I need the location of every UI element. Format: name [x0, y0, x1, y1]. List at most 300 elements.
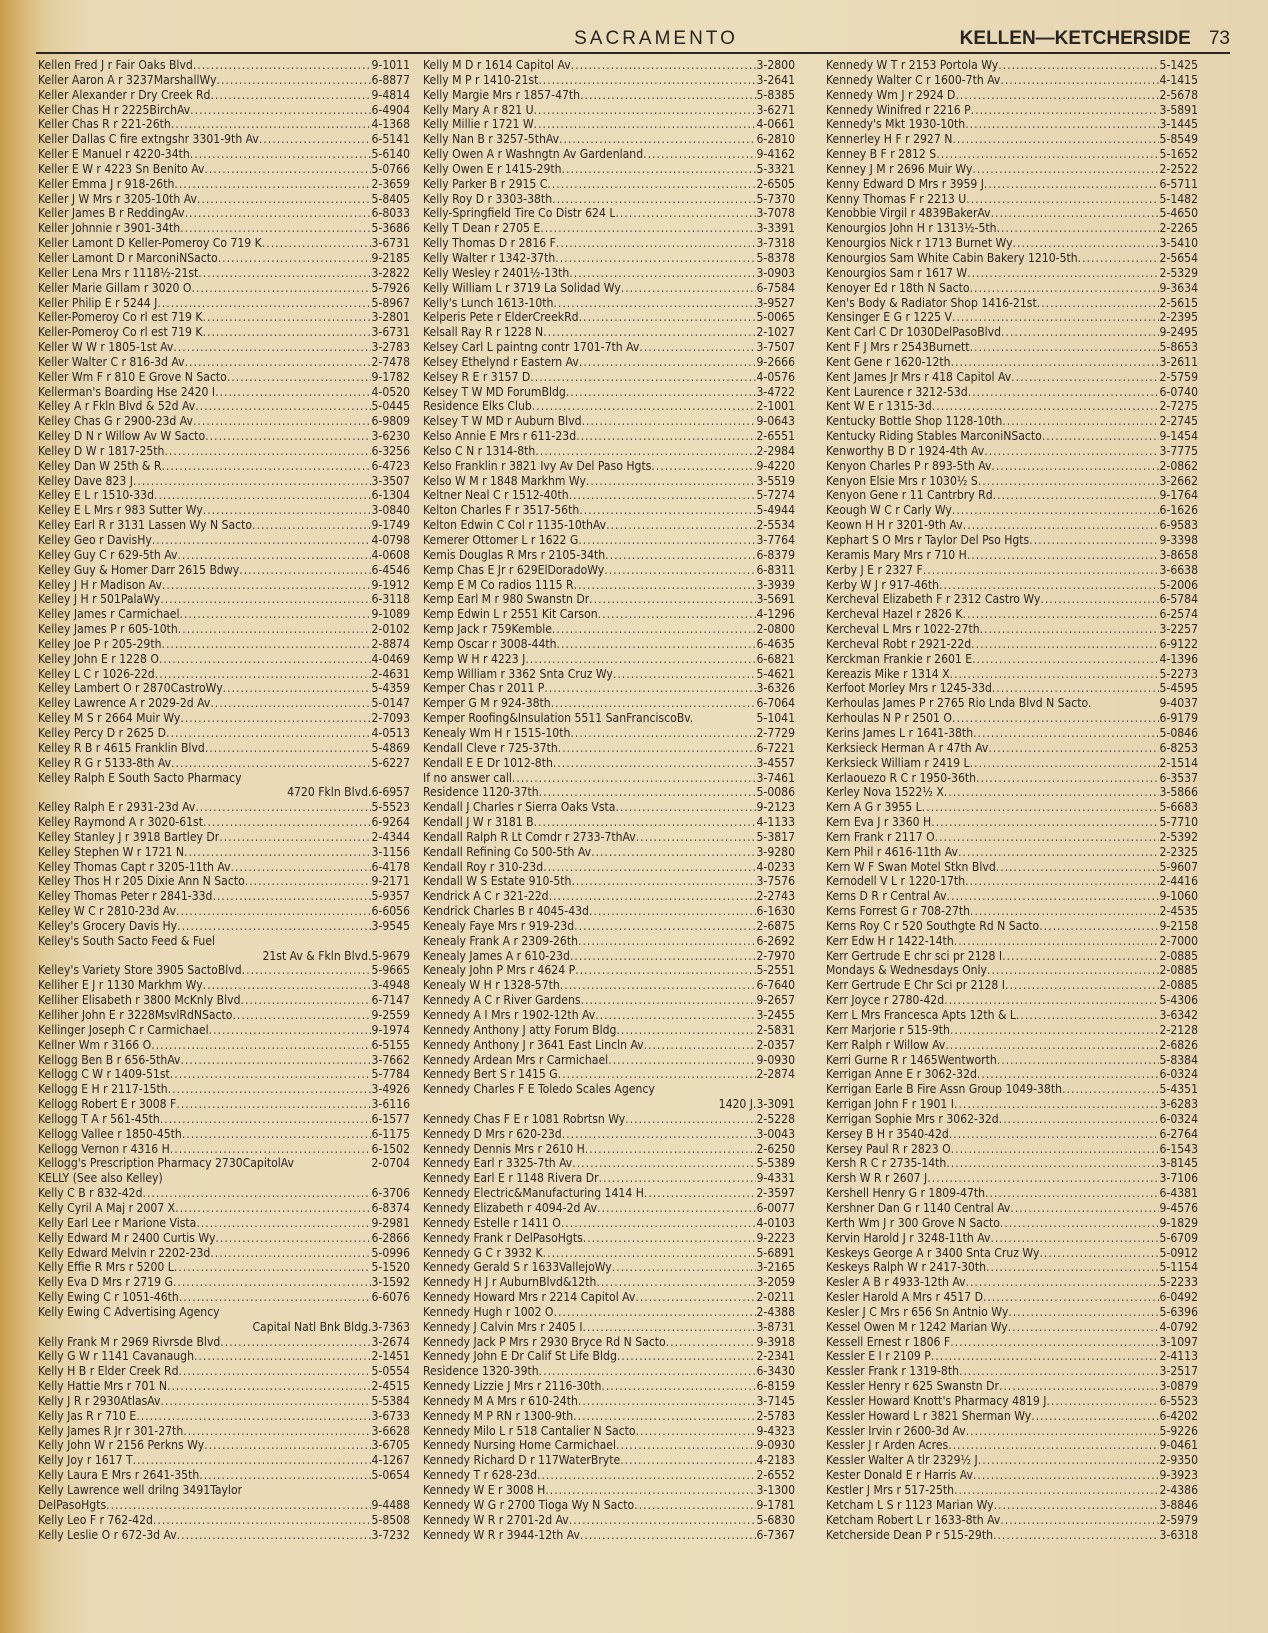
listing-phone: 3-6705 — [371, 1438, 410, 1453]
dot-leader — [106, 1498, 371, 1513]
listing-phone: 3-2822 — [371, 265, 410, 280]
listing-phone: 9-1089 — [371, 607, 410, 622]
dot-leader — [1040, 592, 1159, 607]
listing-entry — [423, 1231, 795, 1246]
listing-name: Kersh R C r 2735-14th — [826, 1156, 947, 1171]
column-3 — [826, 58, 1198, 1542]
dot-leader — [998, 58, 1159, 73]
listing-name: Kenealy James A r 610-23d — [423, 948, 570, 963]
listing-phone: 9-3398 — [1159, 533, 1198, 547]
listing-entry — [423, 1290, 795, 1305]
listing-phone: 2-7478 — [371, 354, 410, 369]
listing-name: Kelley Joe P r 205-29th — [38, 636, 162, 651]
dot-leader — [605, 548, 756, 563]
listing-phone: 2-6250 — [756, 1141, 795, 1156]
listing-name: DelPasoHgts — [38, 1497, 107, 1512]
listing-phone: 9-1454 — [1159, 429, 1198, 444]
listing-phone: 5-7926 — [371, 280, 410, 295]
listing-phone: 2-6552 — [756, 1468, 795, 1483]
listing-name: Kennedy W T r 2153 Portola Wy — [826, 58, 999, 72]
listing-phone: 6-1577 — [371, 1111, 410, 1126]
listing-entry — [423, 459, 795, 474]
listing-entry — [423, 281, 795, 296]
listing-entry — [826, 459, 1198, 474]
listing-entry — [423, 1260, 795, 1275]
listing-phone: 5-5384 — [371, 1393, 410, 1408]
dot-leader — [182, 1127, 372, 1142]
listing-entry — [826, 681, 1198, 696]
listing-phone: 9-0643 — [756, 414, 795, 429]
listing-entry — [826, 325, 1198, 340]
listing-entry — [38, 1349, 410, 1364]
listing-entry — [826, 251, 1198, 266]
listing-entry — [826, 1483, 1198, 1498]
listing-entry — [423, 103, 795, 118]
listing-name: Kelly Effie R Mrs r 5200 L — [38, 1260, 174, 1275]
dot-leader — [951, 355, 1160, 370]
listing-name: Kendrick Charles B r 4045-43d — [423, 904, 589, 919]
listing-name: Kennedy Earl E r 1148 Rivera Dr — [423, 1171, 599, 1186]
dot-leader — [1001, 325, 1159, 340]
dot-leader — [545, 1483, 756, 1498]
dot-leader — [530, 370, 756, 385]
listing-entry — [38, 652, 410, 667]
dot-leader — [639, 340, 756, 355]
dot-leader — [543, 325, 756, 340]
dot-leader — [210, 1246, 371, 1261]
listing-phone: 5-1154 — [1159, 1260, 1198, 1275]
listing-entry — [826, 934, 1198, 949]
listing-name: Kessler Walter A tlr 2329½ J — [826, 1453, 978, 1468]
listing-name: Kennedy Anthony J atty Forum Bldg — [423, 1022, 617, 1037]
listing-name: Kelley Raymond A r 3020-61st — [38, 815, 203, 830]
listing-name: Kennedy Milo L r 518 Cantalier N Sacto — [423, 1423, 636, 1438]
listing-name: Kennedy Howard Mrs r 2214 Capitol Av — [423, 1290, 636, 1305]
listing-name: Keller Lena Mrs r 1118½-21st — [38, 265, 199, 280]
listing-name: Kelley Guy C r 629-5th Av — [38, 547, 178, 562]
dot-leader — [601, 1379, 756, 1394]
dot-leader — [967, 266, 1159, 281]
listing-phone: 2-4344 — [371, 829, 410, 844]
listing-name: Kelley Lawrence A r 2029-2d Av — [38, 696, 211, 711]
listing-phone: 2-0357 — [756, 1037, 795, 1052]
dot-leader — [512, 771, 757, 786]
listing-entry — [423, 385, 795, 400]
dot-leader — [538, 73, 756, 88]
listing-name: Keller E W r 4223 Sn Benito Av — [38, 161, 205, 176]
dot-leader — [581, 993, 757, 1008]
listing-entry — [423, 726, 795, 741]
dot-leader — [621, 281, 757, 296]
listing-name: Kendall E E Dr 1012-8th — [423, 755, 553, 770]
listing-entry — [826, 1453, 1198, 1468]
listing-name: Kerby W J r 917-46th — [826, 577, 939, 592]
dot-leader — [205, 741, 372, 756]
dot-leader — [970, 756, 1160, 771]
listing-entry — [38, 73, 410, 88]
listing-entry — [423, 934, 795, 949]
listing-name: Kemis Douglas R Mrs r 2105-34th — [423, 547, 606, 562]
listing-name: Kelliher E J r 1130 Markhm Wy — [38, 978, 203, 993]
listing-entry — [826, 1082, 1198, 1097]
listing-name: Kelly Nan B r 3257-5thAv — [423, 132, 560, 147]
listing-entry — [826, 236, 1198, 251]
listing-name: Kerrigan Anne E r 3062-32d — [826, 1067, 977, 1082]
listing-entry — [423, 904, 795, 919]
listing-name: Kennedy Nursing Home Carmichael — [423, 1438, 616, 1453]
listing-entry — [423, 474, 795, 489]
dot-leader — [190, 103, 371, 118]
dot-leader — [556, 236, 757, 251]
listing-name: Kerth Wm J r 300 Grove N Sacto — [826, 1215, 1000, 1230]
listing-entry — [423, 1097, 795, 1112]
listing-phone: 6-1175 — [371, 1126, 410, 1141]
listing-name: Kennedy W G r 2700 Tioga Wy N Sacto — [423, 1497, 635, 1512]
listing-name: Kerckman Frankie r 2601 E — [826, 651, 973, 666]
dot-leader — [190, 147, 372, 162]
listing-entry — [826, 1142, 1198, 1157]
listing-phone: 2-7000 — [1159, 933, 1198, 948]
listing-name: Kelley L C r 1026-22d — [38, 666, 155, 681]
dot-leader — [194, 1349, 372, 1364]
listing-phone: 5-5523 — [371, 800, 410, 815]
listing-phone: 5-0147 — [371, 696, 410, 711]
listing-phone: 5-6227 — [371, 755, 410, 770]
listing-name: Kemper G M r 924-38th — [423, 696, 551, 711]
dot-leader — [217, 73, 372, 88]
listing-entry — [423, 117, 795, 132]
listing-name: Kershner Dan G r 1140 Central Av — [826, 1200, 1011, 1215]
listing-name: Kerr Marjorie r 515-9th — [826, 1022, 950, 1037]
listing-phone: 6-7367 — [756, 1527, 795, 1542]
listing-phone: 3-9280 — [756, 844, 795, 859]
listing-phone: 3-8731 — [756, 1319, 795, 1334]
listing-name: Kellogg Vallee r 1850-45th — [38, 1126, 182, 1141]
listing-name: Kennedy Bert S r 1415 G — [423, 1067, 558, 1082]
listing-name: Kentucky Riding Stables MarconiNSacto — [826, 429, 1042, 444]
listing-phone: 6-6821 — [756, 651, 795, 666]
listing-name: Kelley J H r Madison Av — [38, 577, 162, 592]
dot-leader — [173, 1275, 372, 1290]
listing-phone: 5-0445 — [371, 399, 410, 414]
listing-name: Kelly Edward M r 2400 Curtis Wy — [38, 1230, 216, 1245]
listing-name: Kessler J r Arden Acres — [826, 1438, 949, 1453]
listing-phone: 4-1368 — [371, 117, 410, 132]
listing-name: Kernodell V L r 1220-17th — [826, 874, 966, 889]
dot-leader — [549, 889, 757, 904]
listing-entry — [38, 503, 410, 518]
listing-entry — [38, 221, 410, 236]
listing-phone: 9-1781 — [756, 1497, 795, 1512]
listing-phone: 5-2233 — [1159, 1275, 1198, 1290]
listing-name: Keller Emma J r 918-26th — [38, 176, 175, 191]
listing-entry — [826, 592, 1198, 607]
listing-name: Kennedy D Mrs r 620-23d — [423, 1126, 562, 1141]
listing-phone: 9-4323 — [756, 1423, 795, 1438]
dot-leader — [580, 1528, 757, 1543]
listing-entry — [826, 1186, 1198, 1201]
listing-entry — [826, 385, 1198, 400]
listing-phone: 3-7764 — [756, 533, 795, 547]
dot-leader — [591, 845, 756, 860]
listing-entry — [38, 236, 410, 251]
dot-leader — [180, 607, 372, 622]
listing-phone: 2-3659 — [371, 176, 410, 191]
listing-phone: 4-0103 — [756, 1215, 795, 1230]
listing-phone: 6-3430 — [756, 1364, 795, 1379]
dot-leader — [1031, 1409, 1159, 1424]
listing-name: Kent F J Mrs r 2543Burnett — [826, 340, 970, 355]
listing-name: Kelley Earl R r 3131 Lassen Wy N Sacto — [38, 518, 253, 533]
listing-name: Kemper Roofing&Insulation 5511 SanFranciscoBv. — [423, 711, 694, 726]
listing-phone: 3-6283 — [1159, 1097, 1198, 1112]
listing-phone: 2-2874 — [756, 1067, 795, 1082]
listing-entry — [38, 399, 410, 414]
listing-entry — [38, 103, 410, 118]
dot-leader — [195, 800, 371, 815]
dot-leader — [242, 963, 372, 978]
dot-leader — [534, 815, 757, 830]
listing-phone: 3-2801 — [371, 310, 410, 325]
dot-leader — [948, 1438, 1159, 1453]
dot-leader — [569, 266, 756, 281]
dot-leader — [178, 622, 372, 637]
listing-phone: 3-6342 — [1159, 1008, 1198, 1022]
listing-name: Kelly Margie Mrs r 1857-47th — [423, 87, 581, 102]
listing-name: Kercheval L Mrs r 1022-27th — [826, 622, 980, 637]
dot-leader — [985, 1186, 1159, 1201]
listing-entry — [826, 58, 1198, 73]
listing-phone: 3-6638 — [1159, 562, 1198, 577]
listing-name: Kendall Roy r 310-23d — [423, 859, 544, 874]
listing-phone: 9-3634 — [1159, 280, 1198, 295]
listing-phone: 3-0840 — [371, 503, 410, 518]
dot-leader — [154, 488, 371, 503]
listing-phone: 2-4416 — [1159, 874, 1198, 889]
dot-leader — [544, 681, 756, 696]
listing-name: Kenourgios Sam White Cabin Bakery 1210-5th — [826, 250, 1078, 265]
listing-name: Kelley Dave 823 J — [38, 473, 133, 488]
listing-phone: 6-8311 — [756, 562, 795, 577]
listing-entry — [38, 1008, 410, 1023]
listing-entry — [423, 1246, 795, 1261]
dot-leader — [644, 1038, 757, 1053]
listing-phone: 5-1041 — [756, 711, 795, 726]
listing-phone: 9-2158 — [1159, 918, 1198, 933]
listing-phone: 9-2657 — [756, 993, 795, 1008]
listing-phone: 2-9350 — [1159, 1453, 1198, 1468]
listing-phone: 3-7318 — [756, 236, 795, 251]
dot-leader — [950, 1023, 1160, 1038]
dot-leader — [203, 310, 372, 325]
listing-entry — [38, 429, 410, 444]
dot-leader — [252, 518, 371, 533]
listing-name: Kelly Cyril A Maj r 2007 X — [38, 1200, 176, 1215]
dot-leader — [984, 444, 1159, 459]
listing-name: Kern Eva J r 3360 H — [826, 815, 932, 830]
listing-phone: 6-4723 — [371, 458, 410, 473]
listing-phone: 3-0043 — [756, 1126, 795, 1141]
listing-entry — [826, 563, 1198, 578]
dot-leader — [1002, 414, 1159, 429]
listing-name: Kenney J M r 2696 Muir Wy — [826, 161, 973, 176]
listing-name: Residence Elks Club — [423, 399, 532, 414]
listing-phone: 2-5831 — [756, 1022, 795, 1037]
listing-phone: 9-2559 — [371, 1008, 410, 1022]
listing-name: Kerley Nova 1522½ X — [826, 785, 944, 800]
listing-entry — [423, 1438, 795, 1453]
listing-phone: 3-7775 — [1159, 443, 1198, 458]
listing-phone: 9-0461 — [1159, 1438, 1198, 1453]
listing-phone: 6-5711 — [1159, 176, 1198, 191]
listing-entry — [423, 147, 795, 162]
listing-phone: 6-3118 — [371, 592, 410, 607]
listing-name: Ketcham L S r 1123 Marian Wy — [826, 1497, 994, 1512]
listing-phone: 2-1451 — [371, 1349, 410, 1364]
dot-leader — [572, 1156, 756, 1171]
listing-entry — [38, 889, 410, 904]
listing-entry — [826, 1067, 1198, 1082]
listing-name: Kennedy G C r 3932 K — [423, 1245, 543, 1260]
listing-entry — [826, 177, 1198, 192]
listing-entry — [423, 771, 795, 786]
dot-leader — [579, 503, 756, 518]
listing-phone: 4-0576 — [756, 369, 795, 384]
listing-name: Kemp Jack r 759Kemble — [423, 622, 552, 637]
listing-name: Kelley E L Mrs r 983 Sutter Wy — [38, 503, 203, 518]
listing-phone: 2-2395 — [1159, 310, 1198, 325]
listing-name: Kennedy John E Dr Calif St Life Bldg — [423, 1349, 617, 1364]
listing-name: Kennedy A I Mrs r 1902-12th Av — [423, 1008, 596, 1022]
listing-name: Kellerman's Boarding Hse 2420 I — [38, 384, 216, 399]
listing-phone: 3-8145 — [1159, 1156, 1198, 1171]
listing-entry — [826, 1498, 1198, 1513]
listing-phone: 6-0077 — [756, 1200, 795, 1215]
listing-entry — [38, 681, 410, 696]
listing-name: Kendrick A C r 321-22d — [423, 889, 549, 904]
listing-phone: 3-2783 — [371, 340, 410, 355]
listing-name: Kendall Ralph R Lt Comdr r 2733-7thAv — [423, 829, 636, 844]
listing-phone: 6-0492 — [1159, 1290, 1198, 1305]
listing-entry — [423, 681, 795, 696]
listing-phone: 5-6891 — [756, 1245, 795, 1260]
dot-leader — [203, 815, 371, 830]
dot-leader — [227, 370, 372, 385]
listing-name: Kelley Ralph E r 2931-23d Av — [38, 800, 196, 815]
dot-leader — [955, 88, 1159, 103]
listing-entry — [38, 637, 410, 652]
dot-leader — [1000, 1513, 1159, 1528]
listing-entry — [38, 1468, 410, 1483]
dot-leader — [566, 385, 757, 400]
listing-name: Kern Phil r 4616-11th Av — [826, 844, 958, 859]
listing-entry — [423, 563, 795, 578]
listing-entry — [423, 1320, 795, 1335]
listing-entry — [38, 1528, 410, 1543]
dot-leader — [535, 444, 756, 459]
dot-leader — [944, 993, 1159, 1008]
listing-entry — [38, 474, 410, 489]
listing-name: Kennedy Ardean Mrs r Carmichael — [423, 1052, 609, 1067]
dot-leader — [991, 206, 1160, 221]
listing-phone: 3-4948 — [371, 978, 410, 993]
dot-leader — [1005, 978, 1159, 993]
listing-phone: 3-6230 — [371, 429, 410, 444]
dot-leader — [181, 1053, 372, 1068]
listing-phone: 6-2764 — [1159, 1126, 1198, 1141]
listing-name: Kessler Frank r 1319-8th — [826, 1364, 959, 1379]
listing-name: Mondays & Wednesdays Only — [826, 963, 987, 978]
listing-phone: 6-6056 — [371, 904, 410, 919]
listing-phone: 2-0885 — [1159, 978, 1198, 993]
listing-phone: 5-0065 — [756, 310, 795, 325]
dot-leader — [608, 1053, 756, 1068]
listing-entry — [826, 503, 1198, 518]
listing-entry — [826, 993, 1198, 1008]
listing-entry — [423, 711, 795, 726]
listing-entry — [826, 1053, 1198, 1068]
listing-phone: 5-7784 — [371, 1067, 410, 1082]
listing-name: Kelley Stephen W r 1721 N — [38, 844, 184, 859]
dot-leader — [604, 563, 756, 578]
listing-name: Kelly G W r 1141 Cavanaugh — [38, 1349, 194, 1364]
listing-entry — [38, 310, 410, 325]
dot-leader — [153, 1513, 372, 1528]
listing-phone: 5-8405 — [371, 191, 410, 206]
dot-leader — [180, 221, 371, 236]
dot-leader — [578, 1394, 757, 1409]
listing-name: Ketcherside Dean P r 515-29th — [826, 1527, 994, 1542]
listing-phone: 5-3686 — [371, 221, 410, 236]
listing-entry — [423, 58, 795, 73]
dot-leader — [959, 1364, 1159, 1379]
listing-entry — [423, 607, 795, 622]
listing-name: Kelliher Elisabeth r 3800 McKnly Blvd — [38, 993, 241, 1008]
listing-entry — [826, 73, 1198, 88]
listing-phone: 9-0930 — [756, 1052, 795, 1067]
listing-phone: 2-2743 — [756, 889, 795, 904]
listing-phone: 4-1267 — [371, 1453, 410, 1468]
listing-name: Kelley M S r 2664 Muir Wy — [38, 711, 181, 726]
listing-phone: 5-6830 — [756, 1512, 795, 1527]
dot-leader — [573, 1409, 756, 1424]
listing-phone: 2-7093 — [371, 711, 410, 726]
dot-leader — [922, 800, 1160, 815]
listing-name: Keough W C r Carly Wy — [826, 503, 952, 518]
listing-name: Kendall W S Estate 910-5th — [423, 874, 572, 889]
dot-leader — [215, 385, 371, 400]
listing-entry — [826, 726, 1198, 741]
listing-entry — [826, 1305, 1198, 1320]
listing-entry — [38, 325, 410, 340]
dot-leader — [993, 488, 1160, 503]
dot-leader — [210, 88, 371, 103]
dot-leader — [615, 800, 756, 815]
listing-entry — [826, 1528, 1198, 1543]
listing-entry — [38, 1260, 410, 1275]
listing-entry — [826, 355, 1198, 370]
listing-phone: 3-6326 — [756, 681, 795, 696]
listing-phone: 5-8653 — [1159, 340, 1198, 355]
listing-phone: 4-0520 — [371, 384, 410, 399]
listing-entry — [38, 206, 410, 221]
dot-leader — [939, 578, 1159, 593]
dot-leader — [997, 1053, 1160, 1068]
listing-phone: 2-0102 — [371, 622, 410, 637]
listing-name: Kelsall Ray R r 1228 N — [423, 325, 544, 340]
listing-entry — [38, 385, 410, 400]
listing-entry — [38, 993, 410, 1008]
